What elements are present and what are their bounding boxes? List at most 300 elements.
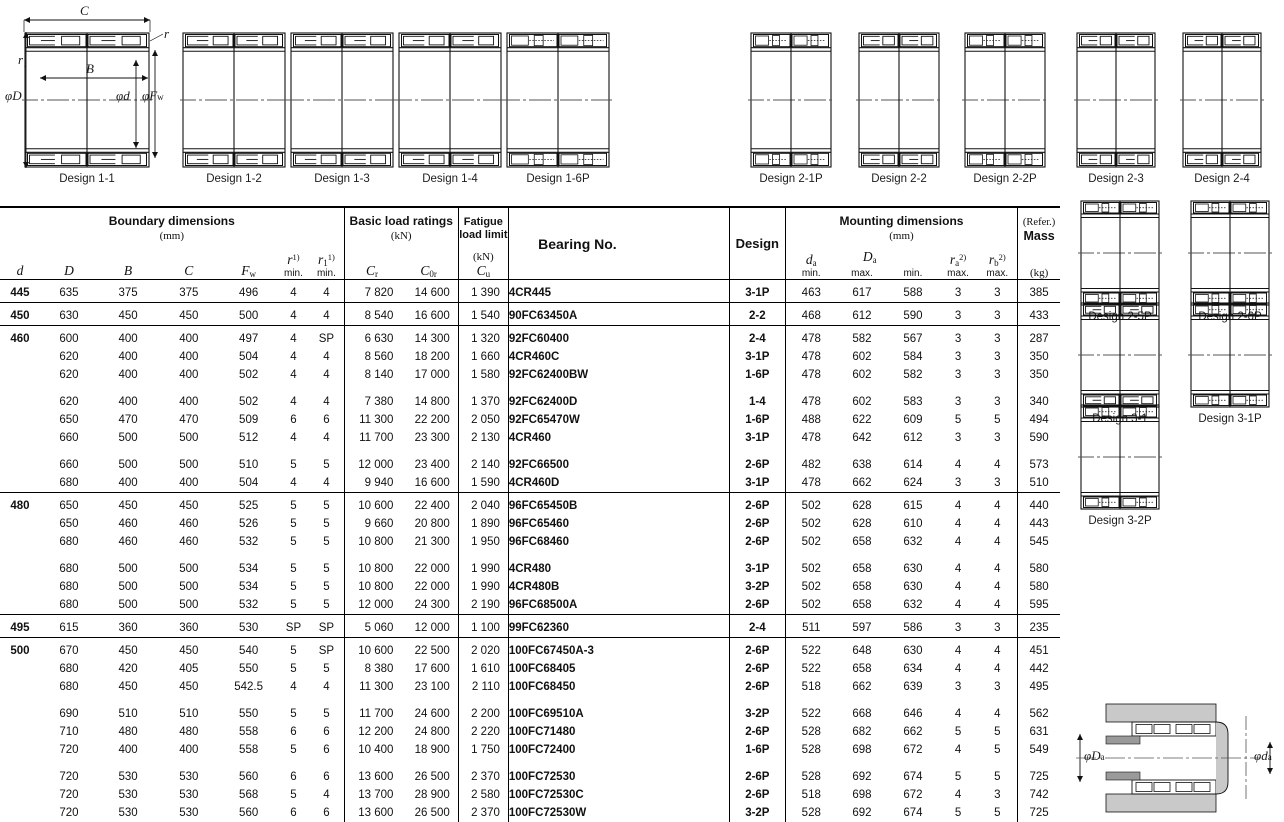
- cell-C: 500: [158, 578, 220, 596]
- cell-C0r: 17 600: [399, 660, 458, 678]
- cell-r1-min: 5: [309, 660, 344, 678]
- dim-label-C: C: [80, 3, 89, 19]
- cell-Cr: 9 940: [344, 474, 399, 493]
- cell-bearing-no: 92FC65470W: [508, 411, 646, 429]
- cell-d: [0, 768, 40, 786]
- cell-r1-min: 6: [309, 723, 344, 741]
- cell-da-min: 478: [785, 474, 837, 493]
- cell-design: 2-4: [729, 615, 785, 638]
- cell-mass: 573: [1018, 456, 1060, 474]
- cell-ra-max: 5: [939, 723, 978, 741]
- cell-Da-min: 672: [887, 741, 939, 759]
- cell-Cu: 1 990: [458, 578, 508, 596]
- cell-C: 400: [158, 393, 220, 411]
- table-row[interactable]: [0, 705, 1060, 723]
- colhead-Cu: (kN) $C_u$: [458, 243, 508, 280]
- cell-ra-max: 4: [939, 786, 978, 804]
- cell-D: 680: [40, 533, 98, 551]
- cell-C0r: 18 200: [399, 348, 458, 366]
- cell-ra-max: 5: [939, 411, 978, 429]
- cell-Da-max: 692: [837, 768, 887, 786]
- cell-C: 400: [158, 741, 220, 759]
- cell-d: 480: [0, 493, 40, 516]
- cell-illustration: [646, 474, 729, 493]
- cell-rb-max: 3: [977, 786, 1017, 804]
- cell-Fw: 558: [220, 741, 278, 759]
- cell-Fw: 526: [220, 515, 278, 533]
- cell-rb-max: 4: [977, 578, 1017, 596]
- cell-Cr: 10 400: [344, 741, 399, 759]
- cell-Fw: 560: [220, 768, 278, 786]
- cell-Fw: 534: [220, 578, 278, 596]
- fatigue-line-2: load limit: [458, 228, 508, 243]
- cell-C0r: 20 800: [399, 515, 458, 533]
- cell-Da-max: 617: [837, 280, 887, 303]
- cell-C0r: 22 500: [399, 638, 458, 661]
- bearing-diagram-sidebar: [1070, 0, 1284, 816]
- cell-mass: 631: [1018, 723, 1060, 741]
- cell-bearing-no: 4CR460: [508, 429, 646, 447]
- cell-D: 650: [40, 411, 98, 429]
- colhead-Da-max: $D_a$ max.: [837, 243, 887, 280]
- table-row[interactable]: [0, 723, 1060, 741]
- cell-Da-min: 662: [887, 723, 939, 741]
- cell-r-min: 5: [278, 493, 309, 516]
- cell-C: 530: [158, 804, 220, 822]
- cell-design: 2-6P: [729, 638, 785, 661]
- cell-bearing-no: 100FC71480: [508, 723, 646, 741]
- cell-ra-max: 4: [939, 515, 978, 533]
- cell-bearing-no: 96FC65450B: [508, 493, 646, 516]
- cell-Cu: 2 220: [458, 723, 508, 741]
- cell-D: 720: [40, 786, 98, 804]
- cell-da-min: 528: [785, 741, 837, 759]
- fatigue-line-1: Fatigue: [459, 217, 508, 228]
- cell-Da-min: 584: [887, 348, 939, 366]
- cell-r1-min: SP: [309, 326, 344, 349]
- cell-r-min: 5: [278, 705, 309, 723]
- cell-Fw: 540: [220, 638, 278, 661]
- cell-rb-max: 4: [977, 533, 1017, 551]
- colhead-C0r: $C_{0r}$: [399, 243, 458, 280]
- table-row[interactable]: [0, 429, 1060, 447]
- cell-rb-max: 3: [977, 393, 1017, 411]
- cell-illustration: [646, 533, 729, 551]
- cell-Fw: 550: [220, 705, 278, 723]
- cell-Cr: 9 660: [344, 515, 399, 533]
- cell-Da-max: 612: [837, 303, 887, 326]
- cell-rb-max: 3: [977, 348, 1017, 366]
- cell-bearing-no: 96FC68500A: [508, 596, 646, 615]
- cell-r-min: 5: [278, 515, 309, 533]
- table-row[interactable]: [0, 493, 1060, 516]
- cell-bearing-no: 92FC66500: [508, 456, 646, 474]
- cell-Fw: 534: [220, 560, 278, 578]
- table-row[interactable]: [0, 533, 1060, 551]
- cell-Fw: 532: [220, 533, 278, 551]
- drawing-caption: Design 1-3: [288, 173, 396, 185]
- table-row[interactable]: [0, 393, 1060, 411]
- cell-d: [0, 411, 40, 429]
- table-row[interactable]: [0, 596, 1060, 615]
- cell-r1-min: 6: [309, 768, 344, 786]
- cell-C: 480: [158, 723, 220, 741]
- cell-design: 1-6P: [729, 366, 785, 384]
- cell-Cu: 1 370: [458, 393, 508, 411]
- cell-illustration: [646, 493, 729, 516]
- cell-r1-min: SP: [309, 638, 344, 661]
- cell-Da-max: 602: [837, 348, 887, 366]
- cell-bearing-no: 96FC65460: [508, 515, 646, 533]
- cell-d: [0, 705, 40, 723]
- cell-Fw: 504: [220, 474, 278, 493]
- cell-mass: 433: [1018, 303, 1060, 326]
- cell-illustration: [646, 723, 729, 741]
- cell-r-min: 4: [278, 280, 309, 303]
- cell-Da-min: 630: [887, 578, 939, 596]
- cell-C: 405: [158, 660, 220, 678]
- cell-B: 460: [98, 533, 158, 551]
- cell-Da-min: 646: [887, 705, 939, 723]
- cell-da-min: 502: [785, 493, 837, 516]
- cell-r1-min: 5: [309, 705, 344, 723]
- row-spacer: [0, 696, 1060, 705]
- colhead-Da-min: min.: [887, 243, 939, 280]
- colhead-D: D: [40, 243, 98, 280]
- cell-bearing-no: 4CR460D: [508, 474, 646, 493]
- cell-illustration: [646, 411, 729, 429]
- table-row[interactable]: [0, 366, 1060, 384]
- cell-C: 500: [158, 429, 220, 447]
- cell-rb-max: 3: [977, 429, 1017, 447]
- cell-B: 510: [98, 705, 158, 723]
- cell-rb-max: 5: [977, 741, 1017, 759]
- drawing-caption: Design 3-2P: [1078, 515, 1162, 527]
- cell-Cr: 12 200: [344, 723, 399, 741]
- table-row[interactable]: [0, 348, 1060, 366]
- cell-da-min: 463: [785, 280, 837, 303]
- cell-ra-max: 5: [939, 804, 978, 822]
- cell-D: 620: [40, 393, 98, 411]
- group-fatigue-load-limit: [458, 207, 508, 228]
- cell-mass: 742: [1018, 786, 1060, 804]
- cell-rb-max: 3: [977, 615, 1017, 638]
- mounting-dimension-illustration: [1070, 700, 1284, 816]
- table-row[interactable]: [0, 786, 1060, 804]
- cell-design: 1-6P: [729, 741, 785, 759]
- cell-Fw: 496: [220, 280, 278, 303]
- cell-Da-max: 638: [837, 456, 887, 474]
- cell-Da-min: 612: [887, 429, 939, 447]
- table-row[interactable]: [0, 638, 1060, 661]
- design-1-1-dimension-annotations: [0, 0, 200, 206]
- cell-Cr: 11 300: [344, 411, 399, 429]
- group-basic-load-ratings: Basic load ratings: [344, 207, 458, 228]
- cell-illustration: [646, 456, 729, 474]
- drawing-caption: Design 3-1: [1078, 413, 1162, 425]
- cell-B: 470: [98, 411, 158, 429]
- cell-illustration: [646, 741, 729, 759]
- table-row[interactable]: [0, 303, 1060, 326]
- cell-Cr: 8 140: [344, 366, 399, 384]
- cell-bearing-no: 92FC60400: [508, 326, 646, 349]
- dim-label-phiDa: φDa: [1084, 748, 1105, 764]
- cell-Da-min: 588: [887, 280, 939, 303]
- cell-Cr: 11 700: [344, 429, 399, 447]
- col-mass: Mass: [1018, 228, 1060, 243]
- cell-d: 450: [0, 303, 40, 326]
- colhead-rb-max: $r_b^{2)}$ max.: [977, 243, 1017, 280]
- cell-C0r: 16 600: [399, 474, 458, 493]
- cell-bearing-no: 100FC72400: [508, 741, 646, 759]
- cell-mass: 350: [1018, 348, 1060, 366]
- dim-label-phiD: φD: [5, 88, 22, 104]
- table-row[interactable]: [0, 411, 1060, 429]
- cell-r-min: 5: [278, 533, 309, 551]
- bearing-drawing-design-1-3: [288, 30, 396, 185]
- cell-B: 530: [98, 804, 158, 822]
- cell-d: [0, 560, 40, 578]
- table-row[interactable]: [0, 660, 1060, 678]
- unit-basic-load: (kN): [344, 228, 458, 243]
- cell-r-min: 4: [278, 429, 309, 447]
- cell-C0r: 12 000: [399, 615, 458, 638]
- cell-da-min: 502: [785, 533, 837, 551]
- cell-d: [0, 348, 40, 366]
- cell-D: 660: [40, 429, 98, 447]
- cell-C: 500: [158, 596, 220, 615]
- cell-r1-min: 5: [309, 493, 344, 516]
- cell-r1-min: 5: [309, 456, 344, 474]
- table-row[interactable]: [0, 768, 1060, 786]
- cell-Fw: 504: [220, 348, 278, 366]
- cell-Cr: 11 300: [344, 678, 399, 696]
- row-spacer: [0, 759, 1060, 768]
- cell-ra-max: 4: [939, 560, 978, 578]
- cell-d: [0, 474, 40, 493]
- cell-d: 460: [0, 326, 40, 349]
- cell-illustration: [646, 280, 729, 303]
- cell-r-min: 4: [278, 303, 309, 326]
- cell-Fw: 568: [220, 786, 278, 804]
- cell-Cu: 2 050: [458, 411, 508, 429]
- cell-C: 450: [158, 638, 220, 661]
- cell-Da-max: 628: [837, 515, 887, 533]
- cell-D: 680: [40, 660, 98, 678]
- cell-Cu: 1 990: [458, 560, 508, 578]
- cell-r-min: 4: [278, 678, 309, 696]
- cell-d: 495: [0, 615, 40, 638]
- cell-Da-min: 567: [887, 326, 939, 349]
- cell-D: 630: [40, 303, 98, 326]
- cell-Da-min: 634: [887, 660, 939, 678]
- cell-d: [0, 741, 40, 759]
- cell-C: 500: [158, 560, 220, 578]
- cell-Da-min: 672: [887, 786, 939, 804]
- cell-rb-max: 4: [977, 596, 1017, 615]
- cell-bearing-no: 100FC69510A: [508, 705, 646, 723]
- drawing-caption: Design 3-1P: [1188, 413, 1272, 425]
- cell-ra-max: 3: [939, 366, 978, 384]
- drawing-caption: Design 1-6P: [504, 173, 612, 185]
- cell-mass: 580: [1018, 578, 1060, 596]
- table-row[interactable]: [0, 804, 1060, 822]
- cell-r-min: 5: [278, 660, 309, 678]
- group-mounting-dimensions: Mounting dimensions: [785, 207, 1018, 228]
- table-row[interactable]: [0, 280, 1060, 303]
- cell-bearing-no: 96FC68460: [508, 533, 646, 551]
- cell-d: 445: [0, 280, 40, 303]
- cell-C0r: 24 600: [399, 705, 458, 723]
- drawing-caption: Design 2-3: [1074, 173, 1158, 185]
- cell-da-min: 502: [785, 560, 837, 578]
- cell-Da-min: 583: [887, 393, 939, 411]
- cell-design: 3-2P: [729, 705, 785, 723]
- row-spacer: [0, 384, 1060, 393]
- table-row[interactable]: [0, 326, 1060, 349]
- unit-boundary: (mm): [0, 228, 344, 243]
- cell-r1-min: 6: [309, 411, 344, 429]
- cell-C: 450: [158, 678, 220, 696]
- cell-Cu: 2 200: [458, 705, 508, 723]
- cell-Da-max: 658: [837, 578, 887, 596]
- cell-D: 690: [40, 705, 98, 723]
- cell-Cr: 12 000: [344, 456, 399, 474]
- drawing-caption: Design 2-6P: [1188, 311, 1272, 323]
- mass-refer-label: (Refer.): [1018, 207, 1060, 228]
- cell-design: 3-1P: [729, 280, 785, 303]
- cell-da-min: 522: [785, 705, 837, 723]
- cell-D: 680: [40, 560, 98, 578]
- cell-Cu: 1 890: [458, 515, 508, 533]
- cell-Da-min: 632: [887, 533, 939, 551]
- bearing-drawing-design-1-4: [396, 30, 504, 185]
- cell-design: 2-2: [729, 303, 785, 326]
- dim-label-r1: r₁: [18, 52, 28, 68]
- cell-illustration: [646, 768, 729, 786]
- cell-r1-min: 5: [309, 578, 344, 596]
- cell-r1-min: 5: [309, 560, 344, 578]
- cell-illustration: [646, 515, 729, 533]
- cell-d: [0, 456, 40, 474]
- cell-mass: 545: [1018, 533, 1060, 551]
- cell-ra-max: 4: [939, 493, 978, 516]
- cell-C0r: 18 900: [399, 741, 458, 759]
- cell-C0r: 14 300: [399, 326, 458, 349]
- col-design: Design: [729, 207, 785, 280]
- cell-illustration: [646, 786, 729, 804]
- cell-Da-max: 662: [837, 678, 887, 696]
- cell-mass: 340: [1018, 393, 1060, 411]
- drawing-caption: Design 1-4: [396, 173, 504, 185]
- cell-Cr: 10 600: [344, 493, 399, 516]
- table-row[interactable]: [0, 678, 1060, 696]
- cell-C0r: 28 900: [399, 786, 458, 804]
- cell-r-min: 5: [278, 578, 309, 596]
- cell-Cu: 1 660: [458, 348, 508, 366]
- cell-r-min: 5: [278, 456, 309, 474]
- cell-design: 3-1P: [729, 429, 785, 447]
- cell-r1-min: 4: [309, 366, 344, 384]
- cell-C: 375: [158, 280, 220, 303]
- cell-Da-max: 597: [837, 615, 887, 638]
- cell-r1-min: 4: [309, 678, 344, 696]
- cell-design: 3-1P: [729, 560, 785, 578]
- cell-da-min: 511: [785, 615, 837, 638]
- cell-rb-max: 4: [977, 493, 1017, 516]
- cell-D: 720: [40, 741, 98, 759]
- cell-Cr: 5 060: [344, 615, 399, 638]
- group-boundary-dimensions: Boundary dimensions: [0, 207, 344, 228]
- cell-mass: 443: [1018, 515, 1060, 533]
- cell-Fw: 530: [220, 615, 278, 638]
- table-row[interactable]: [0, 474, 1060, 493]
- dim-label-phiFw: φFw: [142, 88, 164, 104]
- cell-mass: 442: [1018, 660, 1060, 678]
- cell-d: [0, 660, 40, 678]
- cell-D: 620: [40, 348, 98, 366]
- cell-illustration: [646, 804, 729, 822]
- cell-Cu: 1 590: [458, 474, 508, 493]
- cell-ra-max: 3: [939, 348, 978, 366]
- cell-B: 450: [98, 493, 158, 516]
- table-row[interactable]: [0, 456, 1060, 474]
- cell-r1-min: 6: [309, 804, 344, 822]
- drawing-caption: Design 2-5P: [1078, 311, 1162, 323]
- cell-da-min: 478: [785, 326, 837, 349]
- colhead-ra-max: $r_a^{2)}$ max.: [939, 243, 978, 280]
- cell-Da-min: 586: [887, 615, 939, 638]
- cell-Cu: 2 580: [458, 786, 508, 804]
- cell-mass: 725: [1018, 768, 1060, 786]
- cell-C: 500: [158, 456, 220, 474]
- cell-bearing-no: 4CR445: [508, 280, 646, 303]
- table-row[interactable]: [0, 560, 1060, 578]
- cell-C0r: 22 000: [399, 578, 458, 596]
- cell-Da-min: 615: [887, 493, 939, 516]
- cell-B: 500: [98, 578, 158, 596]
- cell-D: 635: [40, 280, 98, 303]
- cell-Da-max: 658: [837, 533, 887, 551]
- cell-Da-min: 674: [887, 768, 939, 786]
- cell-da-min: 522: [785, 638, 837, 661]
- cell-Cr: 8 560: [344, 348, 399, 366]
- cell-illustration: [646, 578, 729, 596]
- table-body: [0, 280, 1060, 822]
- cell-D: 720: [40, 768, 98, 786]
- cell-ra-max: 4: [939, 533, 978, 551]
- cell-C0r: 14 600: [399, 280, 458, 303]
- cell-design: 2-4: [729, 326, 785, 349]
- cell-Da-max: 582: [837, 326, 887, 349]
- cell-design: 3-2P: [729, 804, 785, 822]
- cell-C: 460: [158, 533, 220, 551]
- table-row[interactable]: [0, 615, 1060, 638]
- cell-illustration: [646, 393, 729, 411]
- table-row[interactable]: [0, 741, 1060, 759]
- cell-Cu: 1 750: [458, 741, 508, 759]
- cell-Fw: 532: [220, 596, 278, 615]
- table-row[interactable]: [0, 578, 1060, 596]
- cell-Cu: 1 390: [458, 280, 508, 303]
- cell-Da-min: 639: [887, 678, 939, 696]
- table-row[interactable]: [0, 515, 1060, 533]
- cell-r1-min: 4: [309, 429, 344, 447]
- bearing-drawing-design-3-1p: [1188, 300, 1272, 425]
- cell-mass: 562: [1018, 705, 1060, 723]
- cell-bearing-no: 92FC62400BW: [508, 366, 646, 384]
- cell-design: 2-6P: [729, 515, 785, 533]
